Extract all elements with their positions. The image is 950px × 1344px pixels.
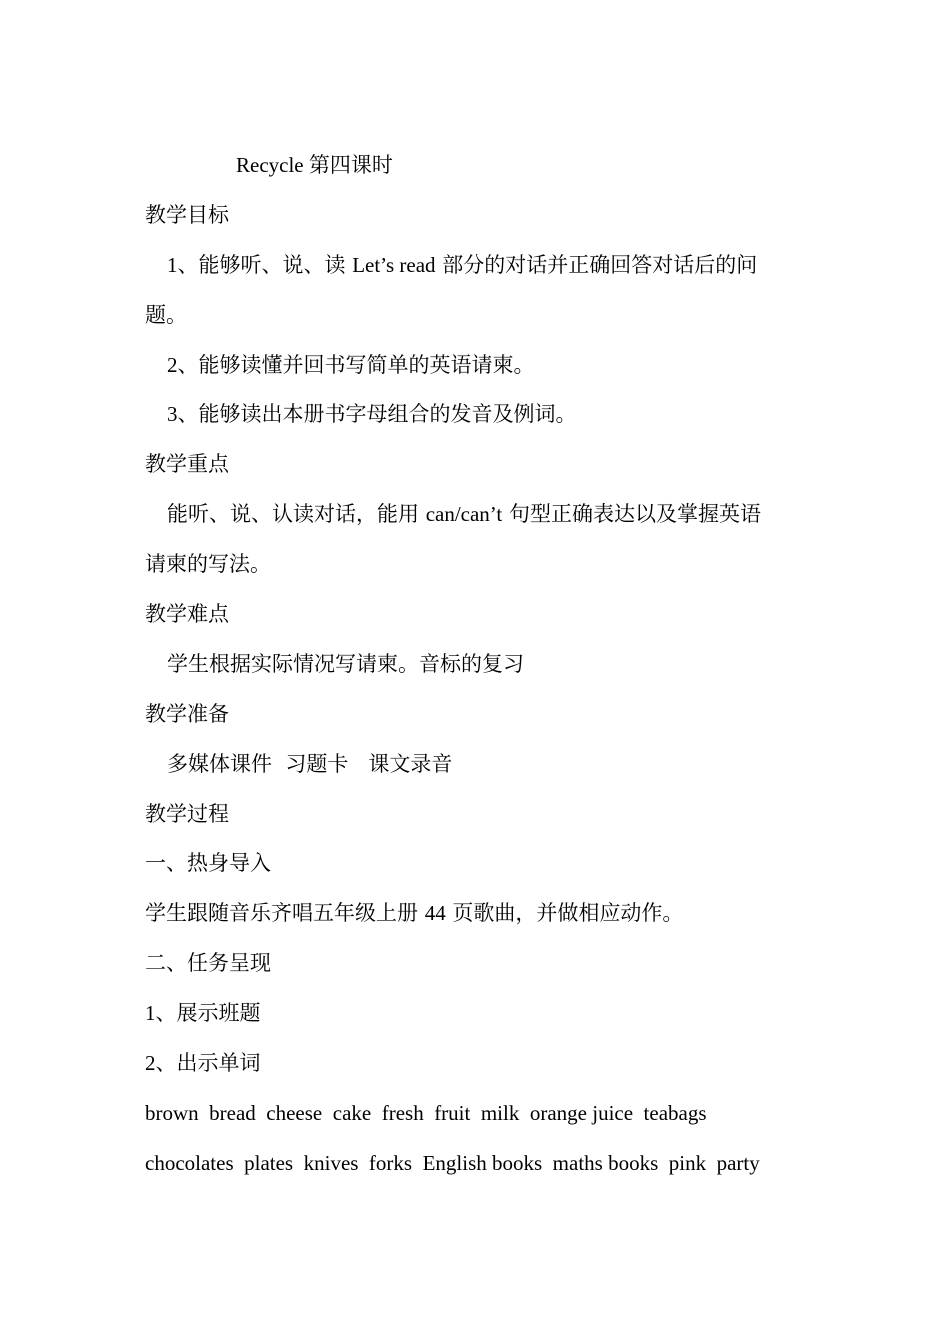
preparation-heading: 教学准备 (145, 701, 229, 726)
words-line-2: chocolates plates knives forks English books maths books pink party (145, 1150, 760, 1175)
preparation: 多媒体课件 习题卡 课文录音 (167, 751, 453, 776)
key-points-cont: 请柬的写法。 (145, 552, 271, 577)
key-points-heading: 教学重点 (145, 452, 229, 477)
step-1: 学生跟随音乐齐唱五年级上册 44 页歌曲，并做相应动作。 (145, 901, 684, 926)
words-line-1: brown bread cheese cake fresh fruit milk orange juice teabags (145, 1100, 707, 1125)
step-1-heading: 一、热身导入 (145, 851, 271, 876)
difficulties-heading: 教学难点 (145, 602, 229, 627)
key-points: 能听、说、认读对话，能用 can/can’t 句型正确表达以及掌握英语 (167, 502, 761, 527)
document-title: Recycle 第四课时 (236, 153, 393, 177)
difficulties: 学生根据实际情况写请柬。音标的复习 (167, 651, 524, 676)
process-heading: 教学过程 (145, 801, 229, 826)
document-page (145, 140, 825, 1188)
objective-3: 3、能够读出本册书字母组合的发音及例词。 (167, 402, 577, 427)
step-2-1: 1、展示班题 (145, 1001, 261, 1026)
objectives-heading: 教学目标 (145, 202, 229, 227)
step-2-2: 2、出示单词 (145, 1051, 261, 1076)
objective-1-cont: 题。 (145, 302, 187, 327)
objective-2: 2、能够读懂并回书写简单的英语请柬。 (167, 352, 535, 377)
objective-1: 1、能够听、说、读 Let’s read 部分的对话并正确回答对话后的问 (167, 252, 758, 277)
step-2-heading: 二、任务呈现 (145, 951, 271, 976)
